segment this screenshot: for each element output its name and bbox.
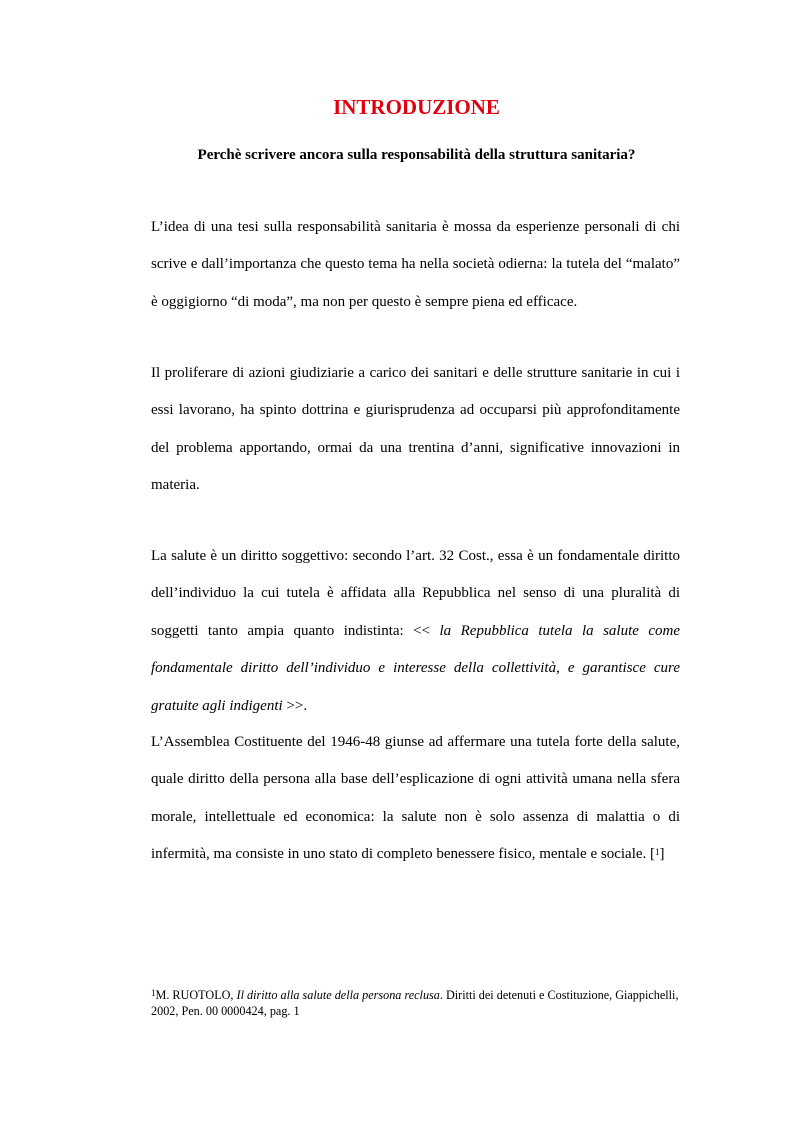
footnote-author: M. RUOTOLO, (155, 988, 237, 1002)
paragraph-4-close: ] (659, 846, 665, 863)
footnote-reference[interactable]: 1 (655, 847, 660, 858)
footnote-title: Il diritto alla salute della persona reclusa (236, 988, 440, 1002)
page-subtitle: Perchè scrivere ancora sulla responsabilità della struttura sanitaria? (197, 147, 636, 163)
paragraph-3-end: >>. (282, 697, 308, 714)
footnote-marker: 1 (151, 988, 156, 998)
paragraph-4 (151, 724, 680, 874)
page-title: INTRODUZIONE (333, 95, 500, 119)
paragraph-4-text: L’Assemblea Costituente del 1946-48 giunse ad affermare una tutela forte della salute, quale diritto della persona alla base dell’esplicazione di ogni attività umana nella sfera morale, intellettuale ed economica: la salute non è solo assenza di malattia o di infermità, ma consiste in uno stato di completo benessere fisico, mentale e sociale. [ (151, 734, 680, 863)
paragraph-3-intro: La salute è un diritto soggettivo: secondo l’art. 32 Cost., essa è un fondamentale diritto dell’individuo la cui tutela è affidata alla Repubblica nel senso di una pluralità di soggetti tanto ampia quanto indistinta: << (151, 548, 680, 639)
constitution-quote: la Repubblica tutela la salute come fondamentale diritto dell’individuo e interesse della collettività, e garantisce cure gratuite agli indigenti (151, 622, 680, 714)
paragraph-1: L’idea di una tesi sulla responsabilità sanitaria è mossa da esperienze personali di chi scrive e dall’importanza che questo tema ha nella società odierna: la tutela del “malato” è oggigiorno “di moda”, ma non per questo è sempre piena ed efficace. (151, 219, 680, 310)
paragraph-2: Il proliferare di azioni giudiziarie a carico dei sanitari e delle strutture sanitarie in cui i essi lavorano, ha spinto dottrina e giurisprudenza ad occuparsi più approfonditamente del problema apportando, ormai da una trentina d’anni, significative innovazioni in materia. (151, 365, 680, 494)
footnote-rest: . Diritti dei detenuti e Costituzione, Giappichelli, 2002, Pen. 00 0000424, pag. 1 (151, 988, 679, 1018)
paragraph-3 (151, 538, 680, 725)
footnote (151, 987, 680, 1019)
